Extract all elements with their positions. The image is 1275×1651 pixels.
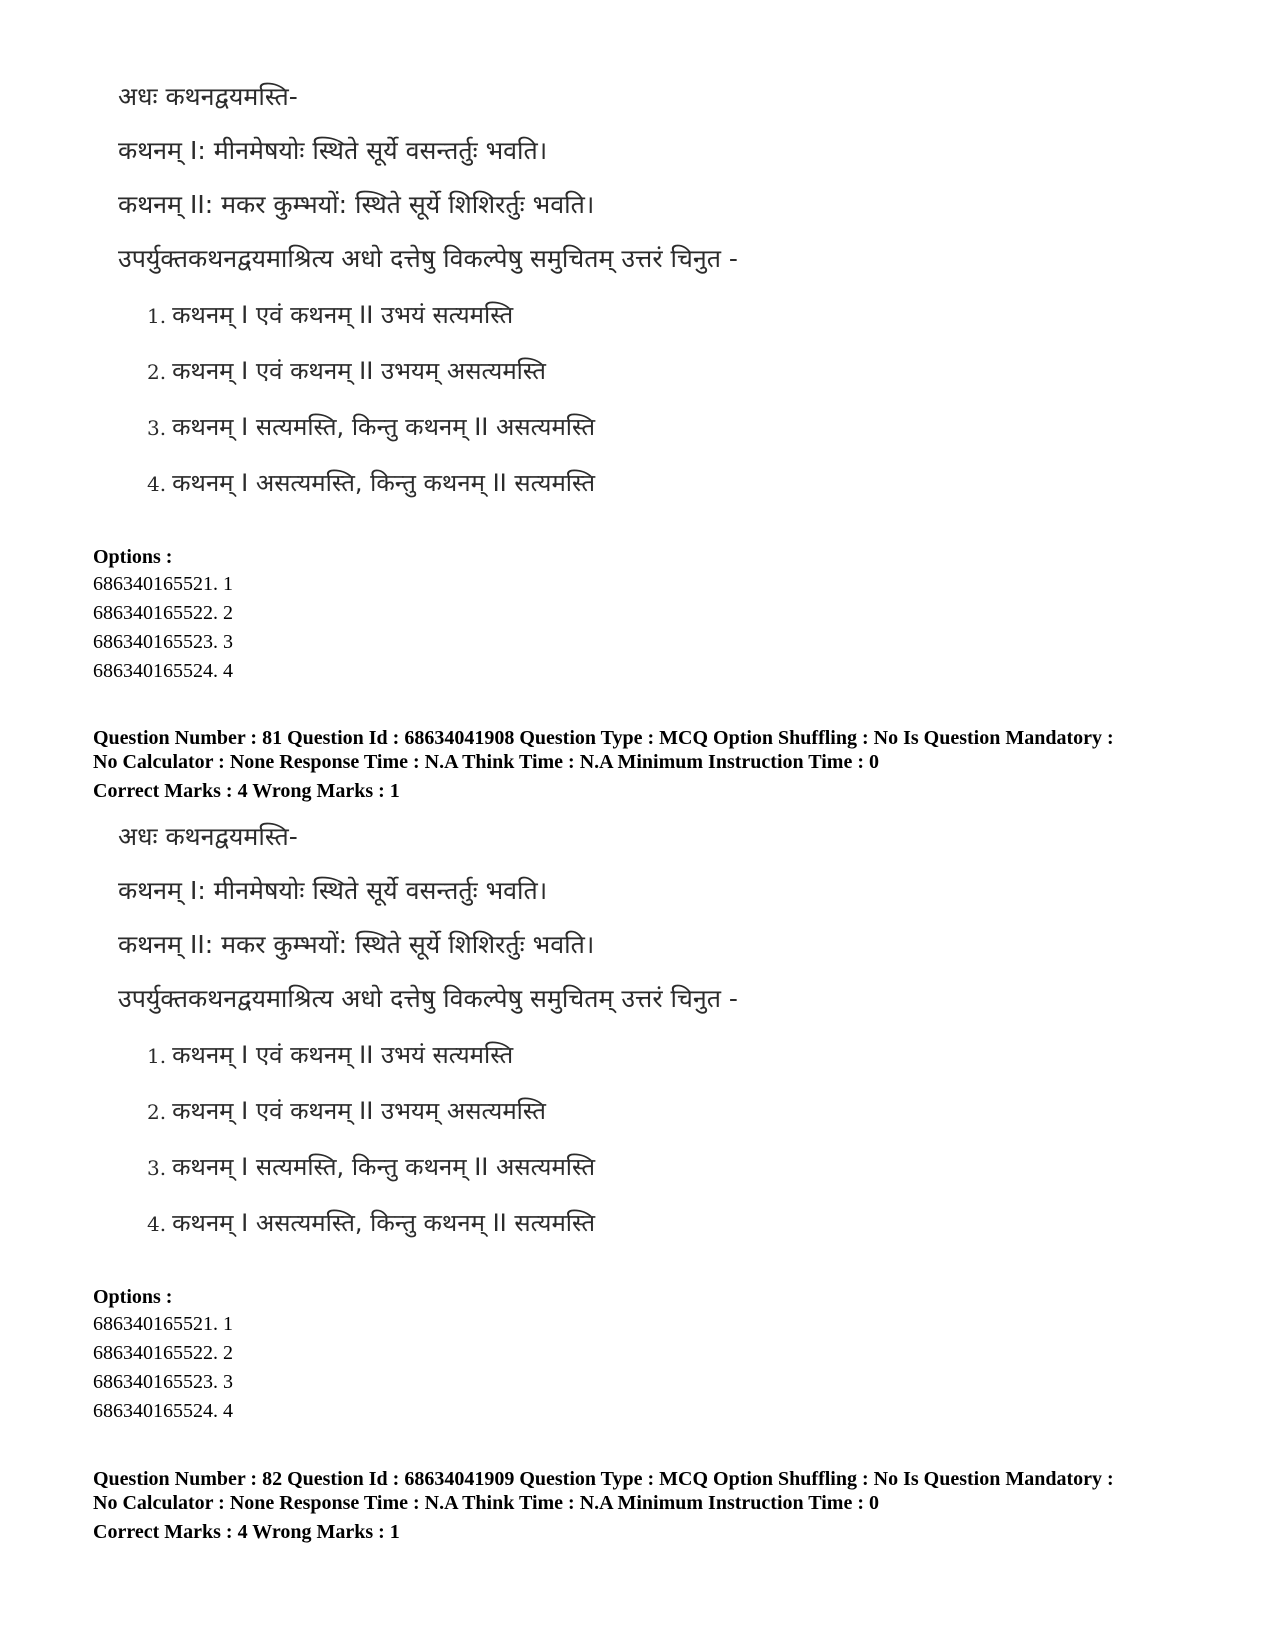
- question-81-meta: [93, 726, 1213, 803]
- options-label: Options :: [93, 546, 173, 568]
- choice-number: 1.: [147, 304, 167, 328]
- choice-3: [147, 412, 595, 443]
- question-meta-line: Question Number : 81 Question Id : 68634041908 Question Type : MCQ Option Shuffling : No Is Question Mandatory :: [93, 727, 1114, 749]
- choice-number: 3.: [147, 1156, 167, 1180]
- choice-number: 2.: [147, 360, 167, 384]
- question-intro: अधः कथनद्वयमस्ति-: [118, 82, 298, 111]
- statement-1: कथनम् I: मीनमेषयोः स्थिते सूर्ये वसन्तर्तुः भवति।: [118, 876, 548, 905]
- choice-number: 3.: [147, 416, 167, 440]
- option-row: 686340165524. 4: [93, 1400, 233, 1422]
- choice-text: कथनम् I एवं कथनम् II उभयम् असत्यमस्ति: [172, 1097, 546, 1125]
- choice-text: कथनम् I असत्यमस्ति, किन्तु कथनम् II सत्यमस्ति: [172, 469, 596, 497]
- choice-2: [147, 356, 546, 387]
- choice-text: कथनम् I सत्यमस्ति, किन्तु कथनम् II असत्यमस्ति: [172, 413, 596, 441]
- question-prompt: उपर्युक्तकथनद्वयमाश्रित्य अधो दत्तेषु विकल्पेषु समुचितम् उत्तरं चिनुत -: [118, 984, 738, 1013]
- choice-text: कथनम् I असत्यमस्ति, किन्तु कथनम् II सत्यमस्ति: [172, 1209, 596, 1237]
- options-label: Options :: [93, 1286, 173, 1308]
- choice-number: 4.: [147, 1212, 167, 1236]
- choice-4: [147, 1208, 595, 1239]
- choice-number: 4.: [147, 472, 167, 496]
- choice-4: [147, 468, 595, 499]
- choice-number: 2.: [147, 1100, 167, 1124]
- question-82-meta: [93, 1467, 1213, 1544]
- choice-1: [147, 300, 513, 331]
- question-marks: Correct Marks : 4 Wrong Marks : 1: [93, 1521, 400, 1543]
- choice-2: [147, 1096, 546, 1127]
- options-list: [93, 1310, 233, 1426]
- question-meta-line: No Calculator : None Response Time : N.A Think Time : N.A Minimum Instruction Time : 0: [93, 1492, 879, 1514]
- option-row: 686340165523. 3: [93, 631, 233, 653]
- choice-number: 1.: [147, 1044, 167, 1068]
- statement-2: कथनम् II: मकर कुम्भयों: स्थिते सूर्ये शिशिरर्तुः भवति।: [118, 930, 595, 959]
- option-row: 686340165524. 4: [93, 660, 233, 682]
- option-row: 686340165523. 3: [93, 1371, 233, 1393]
- options-block-2: [93, 1284, 233, 1426]
- option-row: 686340165522. 2: [93, 602, 233, 624]
- choice-text: कथनम् I एवं कथनम् II उभयं सत्यमस्ति: [172, 1041, 514, 1069]
- options-list: [93, 570, 233, 686]
- question-intro: अधः कथनद्वयमस्ति-: [118, 822, 298, 851]
- choice-text: कथनम् I एवं कथनम् II उभयम् असत्यमस्ति: [172, 357, 546, 385]
- option-row: 686340165522. 2: [93, 1342, 233, 1364]
- choice-text: कथनम् I एवं कथनम् II उभयं सत्यमस्ति: [172, 301, 514, 329]
- choice-text: कथनम् I सत्यमस्ति, किन्तु कथनम् II असत्यमस्ति: [172, 1153, 596, 1181]
- question-marks: Correct Marks : 4 Wrong Marks : 1: [93, 780, 400, 802]
- option-row: 686340165521. 1: [93, 1313, 233, 1335]
- options-block-1: [93, 544, 233, 686]
- question-prompt: उपर्युक्तकथनद्वयमाश्रित्य अधो दत्तेषु विकल्पेषु समुचितम् उत्तरं चिनुत -: [118, 244, 738, 273]
- statement-2: कथनम् II: मकर कुम्भयों: स्थिते सूर्ये शिशिरर्तुः भवति।: [118, 190, 595, 219]
- option-row: 686340165521. 1: [93, 573, 233, 595]
- choice-1: [147, 1040, 513, 1071]
- question-meta-line: Question Number : 82 Question Id : 68634041909 Question Type : MCQ Option Shuffling : No Is Question Mandatory :: [93, 1468, 1114, 1490]
- statement-1: कथनम् I: मीनमेषयोः स्थिते सूर्ये वसन्तर्तुः भवति।: [118, 136, 548, 165]
- question-meta-line: No Calculator : None Response Time : N.A Think Time : N.A Minimum Instruction Time : 0: [93, 751, 879, 773]
- choice-3: [147, 1152, 595, 1183]
